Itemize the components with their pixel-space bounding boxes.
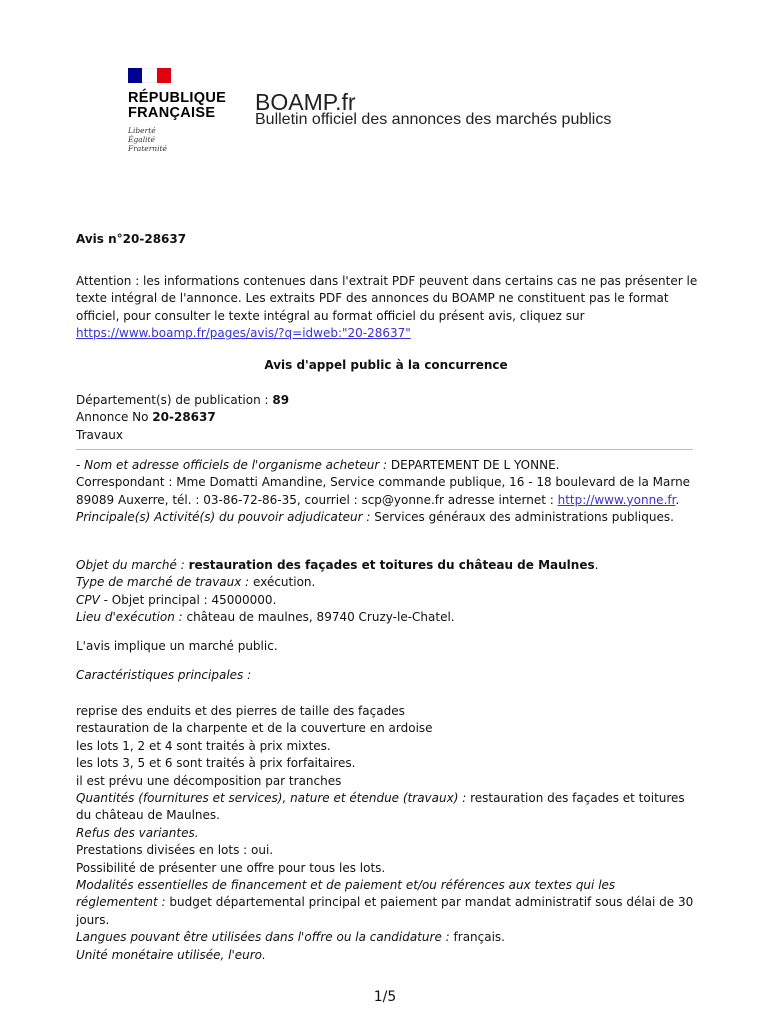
list-item: reprise des enduits et des pierres de taille des façades [76,704,405,718]
organisme-label: - Nom et adresse officiels de l'organisme acheteur : [76,458,391,472]
possibilite: Possibilité de présenter une offre pour tous les lots. [76,860,386,875]
quantites-line [76,790,696,825]
langues-value: français. [453,930,505,945]
publication-block [76,392,696,444]
activite-value: Services généraux des administrations publiques. [374,510,674,525]
correspondant-text [76,474,696,509]
objet-label: Objet du marché : [76,558,189,572]
caracteristiques-block [76,703,696,964]
yonne-website-link[interactable]: http://www.yonne.fr [557,492,676,507]
langues-line [76,929,696,946]
organisme-value: DEPARTEMENT DE L YONNE. [390,458,560,472]
type-line [76,574,696,591]
lieu-value: château de maulnes, 89740 Cruzy-le-Chatel. [186,610,455,625]
departement-value: 89 [272,393,290,407]
list-item: restauration de la charpente et de la couverture en ardoise [76,721,433,736]
objet-suffix: . [594,558,599,572]
quantites-label: Quantités (fournitures et services), nature et étendue (travaux) : [76,791,471,806]
departement-line [76,392,696,409]
activite-label: Principale(s) Activité(s) du pouvoir adjudicateur : [76,510,375,525]
list-item: il est prévu une décomposition par tranches [76,773,342,788]
annonce-value: 20-28637 [152,410,216,425]
attention-paragraph [76,273,698,343]
section-title: Avis d'appel public à la concurrence [264,358,508,372]
page-indicator: 1/5 [373,989,397,1005]
cpv-line [76,592,696,609]
modalites-line [76,877,696,929]
activite-line [76,509,696,526]
type-value: exécution. [253,575,316,590]
boamp-title: BOAMP.fr [255,89,356,115]
republique-francaise-text: RÉPUBLIQUE FRANÇAISE [128,90,227,121]
organisme-line [76,457,696,474]
boamp-subtitle: Bulletin officiel des annonces des marchés publics [255,111,612,128]
correspondant-value: Correspondant : Mme Domatti Amandine, Service commande publique, 16 - 18 boulevard de la Marne 89089 Auxerre, tél. : 03-86-72-86-35, courriel : scp@yonne.fr adresse internet : [76,475,691,507]
lieu-line [76,609,696,626]
type-label: Type de marché de travaux : [76,575,254,590]
french-flag-icon [128,68,171,83]
avis-implique: L'avis implique un marché public. [76,639,278,653]
list-item: les lots 3, 5 et 6 sont traités à prix forfaitaires. [76,756,356,771]
objet-value: restauration des façades et toitures du château de Maulnes [188,558,595,572]
objet-line [76,557,696,574]
quantites-value: restauration des façades et toitures du château de Maulnes. [76,791,685,823]
republique-francaise-logo [128,68,248,153]
divider [76,449,693,450]
departement-label: Département(s) de publication : [76,393,273,407]
langues-label: Langues pouvant être utilisées dans l'offre ou la candidature : [76,930,454,945]
caracteristiques-label: Caractéristiques principales : [76,668,252,682]
prestations: Prestations divisées en lots : oui. [76,843,274,858]
lieu-label: Lieu d'exécution : [76,610,187,625]
attention-text: Attention : les informations contenues dans l'extrait PDF peuvent dans certains cas ne pas présenter le texte intégral de l'annonce. Les extraits PDF des annonces du BOAMP ne constituent pas le format officiel, pour consulter le texte intégral au format officiel du présent avis, cliquez sur [76,274,698,323]
annonce-label: Annonce No [76,410,153,425]
annonce-type: Travaux [76,427,124,442]
modalites-label: Modalités essentielles de financement et de paiement et/ou références aux textes qui les réglementent : [76,878,616,910]
avis-number: Avis n°20-28637 [76,232,187,246]
cpv-value: - Objet principal : 45000000. [99,592,277,607]
marche-block [76,557,696,627]
list-item: les lots 1, 2 et 4 sont traités à prix mixtes. [76,738,331,753]
refus-variantes: Refus des variantes. [76,825,199,840]
organisme-block [76,457,696,527]
modalites-value: budget départemental principal et paiement par mandat administratif sous délai de 30 jours. [76,895,694,927]
unite-monetaire: Unité monétaire utilisée, l'euro. [76,947,266,962]
website-suffix: . [675,492,680,507]
annonce-line [76,409,696,426]
cpv-label: CPV [76,592,100,607]
motto-text: Liberté Égalité Fraternité [128,126,167,153]
boamp-avis-link[interactable]: https://www.boamp.fr/pages/avis/?q=idweb:"20-28637" [76,326,411,341]
